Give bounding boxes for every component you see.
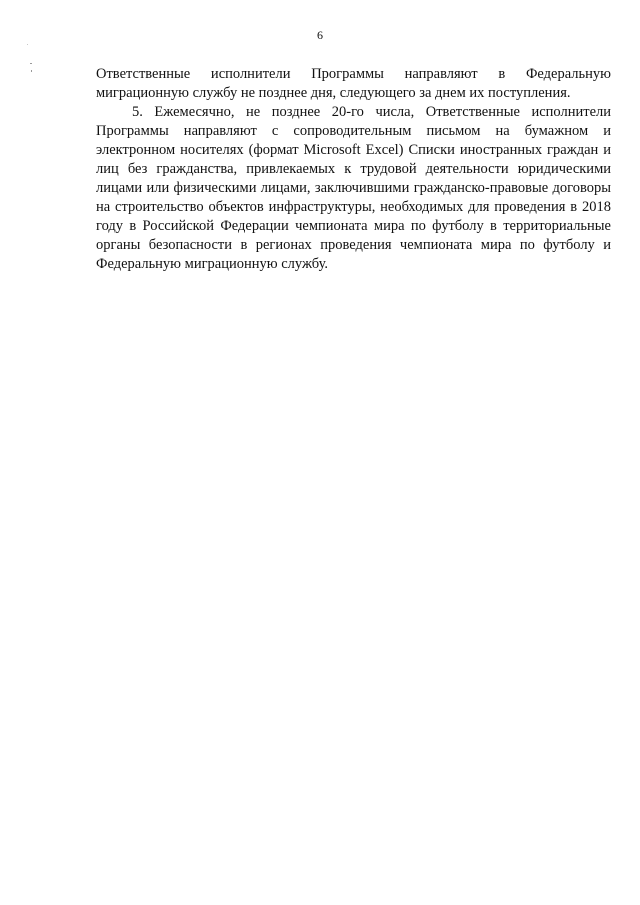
document-body [96, 65, 611, 274]
page-number: 6 [317, 28, 323, 42]
paragraph-item-5: 5. Ежемесячно, не позднее 20-го числа, Ответственные исполнители Программы направляют с сопроводительным письмом на бумажном и электронном носителях (формат Microsoft Excel) Списки иностранных граждан и лиц без гражданства, привлекаемых к трудовой деятельности юридическими лицами или физическими лицами, заключившими гражданско-правовые договоры на строительство объектов инфраструктуры, необходимых для проведения в 2018 году в Российской Федерации чемпионата мира по футболу в территориальные органы безопасности в регионах проведения чемпионата мира по футболу и Федеральную миграционную службу. [96, 104, 611, 272]
scan-artifact-mark [30, 63, 32, 64]
scan-artifact-mark [27, 44, 28, 45]
paragraph-continuation: Ответственные исполнители Программы направляют в Федеральную миграционную службу не позднее дня, следующего за днем их поступления. [96, 66, 611, 101]
scan-artifact-mark [31, 70, 32, 72]
